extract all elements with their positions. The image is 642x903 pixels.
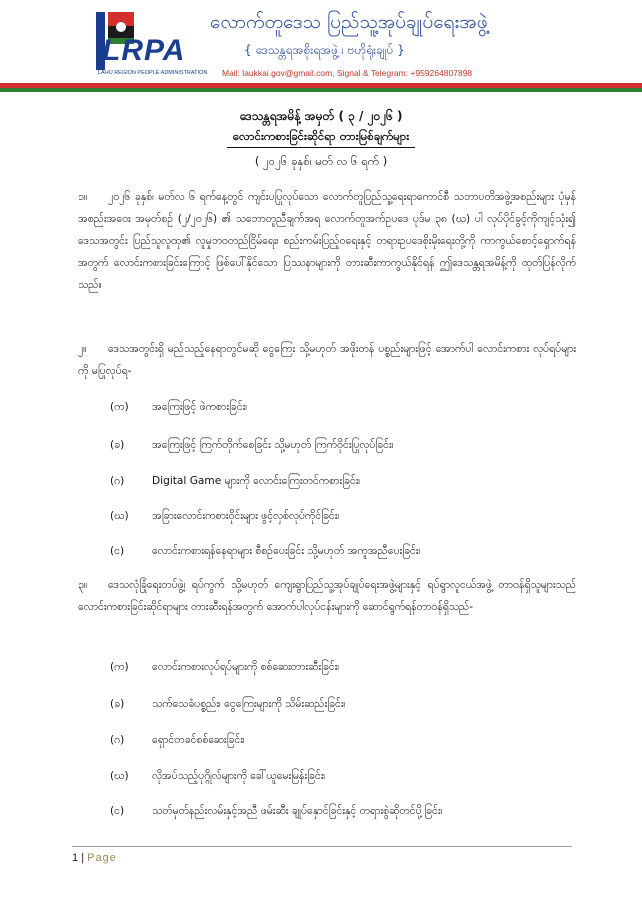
paragraph-text: ဒေသလုံခြုံရေးတပ်ဖွဲ့၊ ရပ်ကွက် သို့မဟုတ် ကျေးရွာပြည်သူ့အုပ်ချုပ်ရေးအဖွဲ့များနှင့် ရပ်ရွာလူငယ်အဖွဲ့ တာဝန်ရှိသူများသည် လောင်းကစားခြင်းဆိုင်ရာများ တားဆီးရန်အတွက် အောက်ပါလုပ်ငန်းများကို ဆောင်ရွက်ရန်တာဝန်ရှိသည်- <box>78 579 576 613</box>
paragraph-number: ၁။ <box>78 191 88 203</box>
paragraph-number: ၂။ <box>78 343 87 355</box>
paragraph-2 <box>78 338 576 382</box>
item-marker: (င) <box>110 545 125 557</box>
list-item <box>110 802 580 820</box>
order-date: ( ၂၀၂၆ ခုနှစ်၊ မတ် လ ၆ ရက် ) <box>254 154 388 168</box>
paragraph-text: ၂၀၂၆ ခုနှစ်၊ မတ်လ ၆ ရက်နေ့တွင် ကျင်းပပြုလုပ်သော လောက်တူပြည်သူ့ရေးရာကောင်စီ သဘာပတိအဖွဲ့အစည်းများ ပုံမှန်အစည်းအဝေး အမှတ်စဉ် (၂/၂၀၂၆) ၏ သဘောတူညီချက်အရ လောက်တူအက်ဥပဒေ ပုဒ်မ ၃၈ (ဃ) ပါ လုပ်ပိုင်ခွင့်ကိုကျင့်သုံး၍ ဒေသအတွင်း ပြည်သူလူထု၏ လူမှုဘဝတည်ငြိမ်ရေး၊ စည်းကမ်းပြည့်ဝရေးနှင့် တရားဥပဒေစိုးမိုးရေးတို့ကို ကာကွယ်စောင့်ရှောက်ရန်အတွက် လောင်းကစားခြင်းကြောင့် ဖြစ်ပေါ်နိုင်သော ပြဿနာများကို တားဆီးကာကွယ်နိုင်ရန် ဤဒေသန္တရအမိန့်ကို ထုတ်ပြန်လိုက်သည်။ <box>78 191 576 291</box>
item-text: လောင်းကစားလုပ်ရပ်များကို စစ်ဆေးတားဆီးခြင်း၊ <box>152 661 340 673</box>
item-text: အကြေးဖြင့် ကြက်တိုက်စေခြင်း သို့မဟုတ် ကြက်ဝိုင်းပြုလုပ်ခြင်း၊ <box>152 439 394 451</box>
page-label: Page <box>87 852 117 864</box>
logo-subtitle: LAHU REGION PEOPLE ADMINISTRATION <box>98 70 208 76</box>
item-marker: (ခ) <box>110 439 125 451</box>
item-text: လောင်းကစားရန်နေရာများ စီစဉ်ပေးခြင်း သို့မဟုတ် အကူအညီပေးခြင်း၊ <box>152 545 421 557</box>
list-item <box>110 658 580 676</box>
document-title-block <box>0 106 642 171</box>
list-item <box>110 472 580 490</box>
footer-divider <box>72 846 572 847</box>
item-text: Digital Game များကို လောင်းကြေးတင်ကစားခြင်း၊ <box>152 475 361 487</box>
list-item <box>110 542 580 560</box>
list-item <box>110 695 580 713</box>
item-text: အကြေးဖြင့် ဖဲကစားခြင်း၊ <box>152 401 248 413</box>
list-item <box>110 507 580 525</box>
page-number: 1 <box>72 852 79 864</box>
item-marker: (ဂ) <box>110 734 125 746</box>
paragraph-3 <box>78 574 576 618</box>
organization-subtitle: { ဒေသန္တရအစိုးရအဖွဲ့ ၊ ဗဟိုရုံးချုပ် } <box>244 43 405 57</box>
paragraph-text: ဒေသအတွင်းရှိ မည်သည့်နေရာတွင်မဆို ငွေကြေး သို့မဟုတ် အဖိုးတန် ပစ္စည်းများဖြင့် အောက်ပါ လောင်းကစား လုပ်ရပ်များကို မပြုလုပ်ရ- <box>78 343 576 377</box>
list-item <box>110 731 580 749</box>
order-subject-title: လောင်းကစားခြင်းဆိုင်ရာ တားမြစ်ချက်များ <box>232 129 410 143</box>
item-text: လိုအပ်သည့်ပုဂ္ဂိုလ်များကို ခေါ်ယူမေးမြန်းခြင်း၊ <box>152 770 326 782</box>
list-item <box>110 436 580 454</box>
item-marker: (ဃ) <box>110 770 129 782</box>
order-number-title: ဒေသန္တရအမိန့် အမှတ် ( ၃ / ၂၀၂၆ ) <box>239 109 403 123</box>
item-text: သတ်မှတ်နည်းလမ်းနှင့်အညီ ဖမ်းဆီး ချုပ်နှောင်ခြင်းနှင့် တရားစွဲဆိုတင်ပို့ခြင်း၊ <box>152 805 443 817</box>
page-separator: | <box>81 852 85 864</box>
header-band-green <box>0 88 642 92</box>
item-marker: (က) <box>110 401 129 413</box>
paragraph-1 <box>78 186 576 296</box>
list-item <box>110 398 580 416</box>
item-marker: (ခ) <box>110 698 125 710</box>
item-text: ရှောင်တခင်စစ်ဆေးခြင်း၊ <box>152 734 245 746</box>
item-marker: (ဂ) <box>110 475 125 487</box>
paragraph-number: ၃။ <box>78 579 88 591</box>
organization-name: လောက်တူဒေသ ပြည်သူ့အုပ်ချုပ်ရေးအဖွဲ့ <box>210 11 488 33</box>
contact-info[interactable]: Mail: laukkai.gov@gmail.com, Signal & Telegram: +959264807898 <box>222 68 473 78</box>
page-footer <box>72 852 117 864</box>
title-underline <box>227 147 415 148</box>
item-marker: (က) <box>110 661 129 673</box>
item-text: အခြားလောင်းကစားဝိုင်းများ ဖွင့်လှစ်လုပ်ကိုင်ခြင်း၊ <box>152 510 340 522</box>
item-marker: (င) <box>110 805 125 817</box>
item-text: သက်သေခံပစ္စည်း၊ ငွေကြေးများကို သိမ်းဆည်းခြင်း၊ <box>152 698 346 710</box>
logo-text: LRPA <box>102 34 186 67</box>
item-marker: (ဃ) <box>110 510 129 522</box>
letterhead <box>0 0 642 92</box>
list-item <box>110 767 580 785</box>
